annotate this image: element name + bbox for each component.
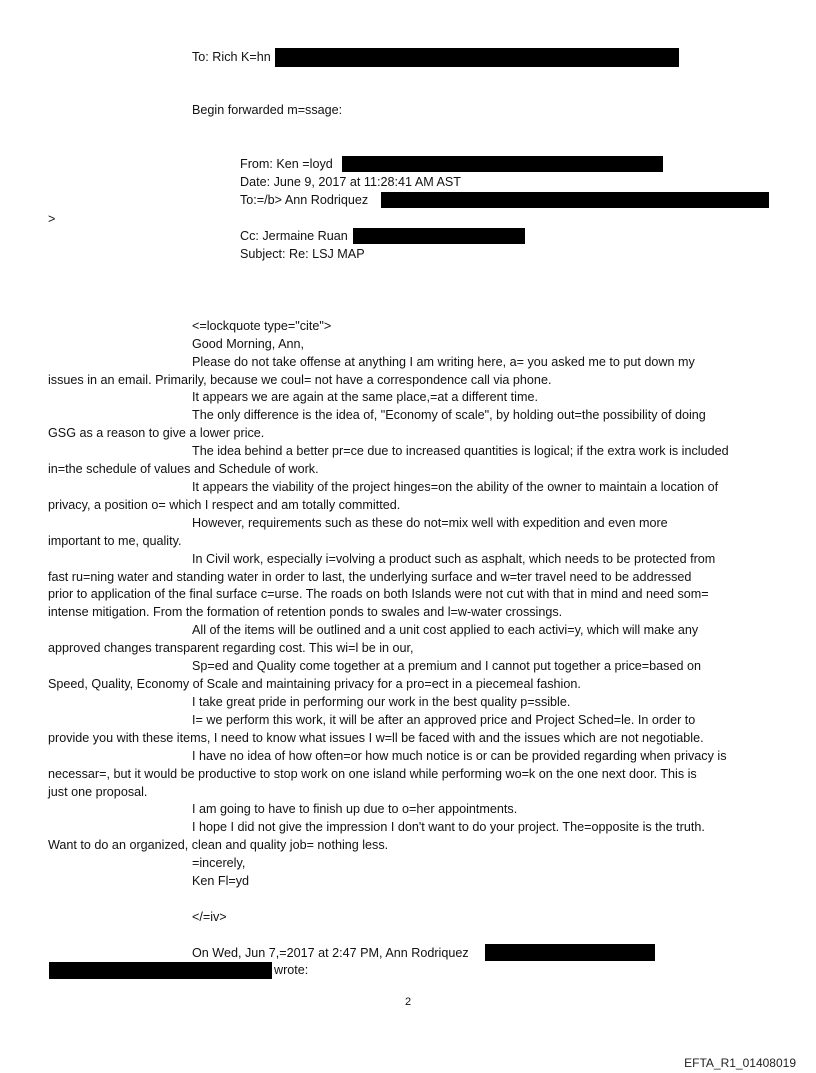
body-line: It appears we are again at the same place,=at a different time. <box>192 390 538 404</box>
body-line: prior to application of the final surface c=urse. The roads on both Islands were not cut with that in mind and need som= <box>48 587 709 601</box>
body-line: intense mitigation. From the formation of retention ponds to swales and l=w-water crossings. <box>48 605 563 619</box>
fwd-cc: Cc: Jermaine Ruan <box>240 229 348 243</box>
body-line: All of the items will be outlined and a unit cost applied to each activi=y, which will make any <box>192 623 699 637</box>
body-line: The only difference is the idea of, "Economy of scale", by holding out=the possibility of doing <box>192 408 706 422</box>
body-line: I have no idea of how often=or how much notice is or can be provided regarding when privacy is <box>192 749 727 763</box>
body-line: <=lockquote type="cite"> <box>192 319 332 333</box>
body-line: approved changes transparent regarding cost. This wi=l be in our, <box>48 641 414 655</box>
body-line: provide you with these items, I need to know what issues I w=ll be faced with and the issues which are not negotiable. <box>48 731 704 745</box>
body-line: fast ru=ning water and standing water in order to last, the underlying surface and w=ter travel need to be addressed <box>48 570 692 584</box>
fwd-from: From: Ken =loyd <box>240 157 333 171</box>
body-line: necessar=, but it would be productive to stop work on one island while performing wo=k on the one next door. This is <box>48 767 697 781</box>
fwd-subject: Subject: Re: LSJ MAP <box>240 247 365 261</box>
page-number: 2 <box>404 996 412 1008</box>
body-line: Want to do an organized, clean and quality job= nothing less. <box>48 838 389 852</box>
redaction-bar <box>275 48 679 67</box>
body-line: Good Morning, Ann, <box>192 337 305 351</box>
body-line: issues in an email. Primarily, because we coul= not have a correspondence call via phone. <box>48 373 552 387</box>
redaction-bar <box>381 192 769 208</box>
body-line: It appears the viability of the project hinges=on the ability of the owner to maintain a location of <box>192 480 719 494</box>
reply-wrote: wrote: <box>274 963 309 977</box>
redaction-bar <box>485 944 655 961</box>
body-line: I am going to have to finish up due to o=her appointments. <box>192 802 518 816</box>
body-line: Please do not take offense at anything I am writing here, a= you asked me to put down my <box>192 355 695 369</box>
body-line: Speed, Quality, Economy of Scale and maintaining privacy for a pro=ect in a piecemeal fashion. <box>48 677 581 691</box>
body-line: Sp=ed and Quality come together at a premium and I cannot put together a price=based on <box>192 659 701 673</box>
reply-line: On Wed, Jun 7,=2017 at 2:47 PM, Ann Rodriquez <box>192 946 469 960</box>
stray-char: > <box>48 212 56 226</box>
body-line: </=iv> <box>192 910 227 924</box>
body-line: privacy, a position o= which I respect and am totally committed. <box>48 498 401 512</box>
body-line: just one proposal. <box>48 785 148 799</box>
forward-heading: Begin forwarded m=ssage: <box>192 103 343 117</box>
body-line: I take great pride in performing our work in the best quality p=ssible. <box>192 695 571 709</box>
fwd-to: To:=/b> Ann Rodriquez <box>240 193 369 207</box>
body-line: Ken Fl=yd <box>192 874 250 888</box>
document-id: EFTA_R1_01408019 <box>684 1056 796 1070</box>
body-line: I= we perform this work, it will be after an approved price and Project Sched=le. In order to <box>192 713 696 727</box>
body-line: In Civil work, especially i=volving a product such as asphalt, which needs to be protected from <box>192 552 716 566</box>
body-line: =incerely, <box>192 856 246 870</box>
body-line: important to me, quality. <box>48 534 182 548</box>
body-line: in=the schedule of values and Schedule of work. <box>48 462 319 476</box>
body-line: I hope I did not give the impression I don't want to do your project. The=opposite is the truth. <box>192 820 705 834</box>
redaction-bar <box>342 156 663 172</box>
redaction-bar <box>49 962 272 979</box>
body-line: The idea behind a better pr=ce due to increased quantities is logical; if the extra work is included <box>192 444 729 458</box>
body-line: However, requirements such as these do not=mix well with expedition and even more <box>192 516 668 530</box>
redaction-bar <box>353 228 525 244</box>
to-line: To: Rich K=hn <box>192 50 271 64</box>
body-line: GSG as a reason to give a lower price. <box>48 426 265 440</box>
fwd-date: Date: June 9, 2017 at 11:28:41 AM AST <box>240 175 462 189</box>
